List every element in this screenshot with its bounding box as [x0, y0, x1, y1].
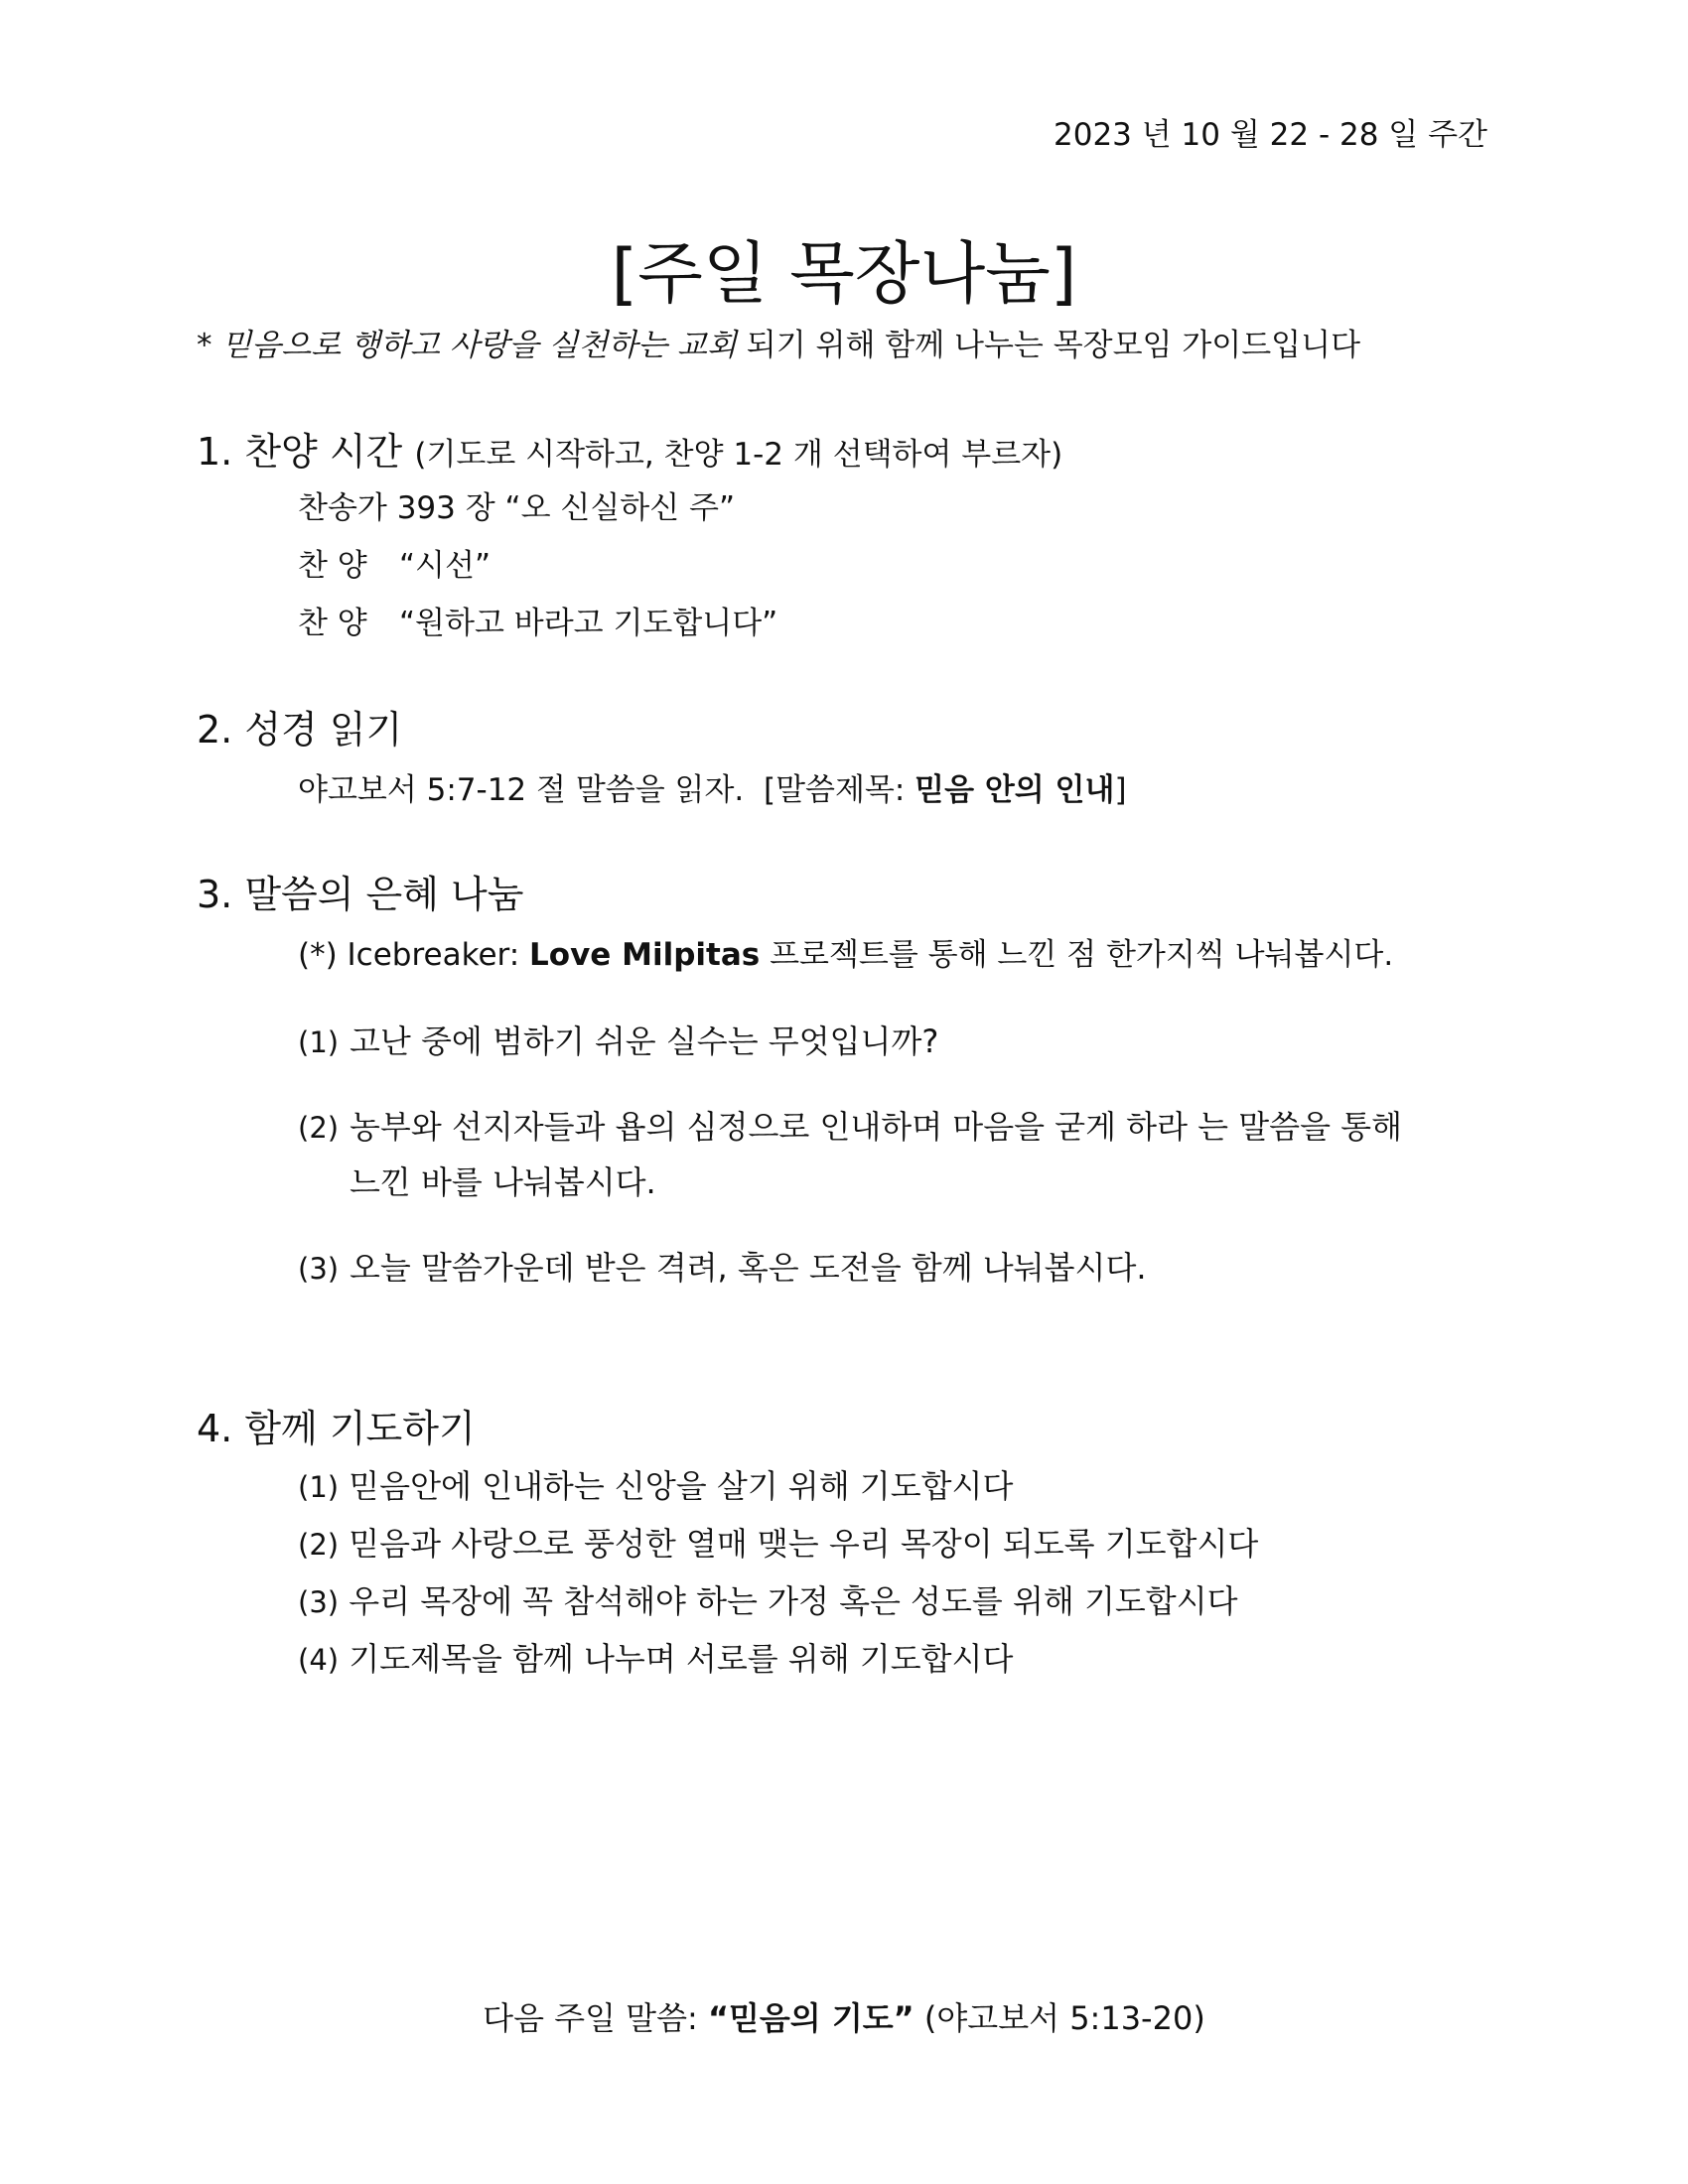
page-title: [주일 목장나눔] — [611, 235, 1077, 314]
section3-heading: 3. 말씀의 은혜 나눔 — [197, 873, 524, 916]
song-tag: 찬 양 — [298, 606, 367, 641]
section1-title: 1. 찬양 시간 — [197, 430, 403, 474]
sermon-title-suffix: ] — [1114, 772, 1127, 808]
question-item — [298, 1243, 1147, 1289]
question-text: 고난 중에 범하기 쉬운 실수는 무엇입니까? — [350, 1023, 939, 1060]
bible-reading — [298, 764, 1127, 809]
song-tag: 찬송가 393 장 — [298, 490, 495, 526]
prayer-item — [298, 1576, 1238, 1622]
icebreaker-bold: Love Milpitas — [529, 937, 761, 973]
week-label: 2023 년 10 월 22 - 28 일 주간 — [1054, 117, 1487, 153]
song-title: “시선” — [399, 548, 492, 584]
next-sermon-label: 다음 주일 말씀: — [483, 1999, 698, 2037]
question-item-continued — [298, 1158, 656, 1203]
question-text: 농부와 선지자들과 욥의 심정으로 인내하며 마음을 굳게 하라 는 말씀을 통해 — [350, 1108, 1402, 1146]
prayer-number: (4) — [298, 1643, 340, 1677]
sermon-title: 믿음 안의 인내 — [914, 772, 1115, 808]
song-item — [298, 598, 777, 642]
next-sermon-title: “믿음의 기도” — [707, 1999, 914, 2037]
prayer-item — [298, 1519, 1258, 1565]
prayer-number: (2) — [298, 1528, 340, 1562]
prayer-item — [298, 1461, 1013, 1507]
question-number: (1) — [298, 1025, 340, 1059]
subtitle-star: * — [197, 328, 212, 363]
question-text: 오늘 말씀가운데 받은 격려, 혹은 도전을 함께 나눠봅시다. — [350, 1249, 1147, 1287]
prayer-text: 믿음안에 인내하는 신앙을 살기 위해 기도합시다 — [349, 1467, 1014, 1505]
sermon-title-prefix: [말씀제목: — [763, 772, 906, 808]
next-sermon — [0, 1993, 1688, 2039]
prayer-item — [298, 1634, 1013, 1680]
question-number: (2) — [298, 1111, 340, 1145]
section2-heading: 2. 성경 읽기 — [197, 708, 403, 751]
icebreaker-text: 프로젝트를 통해 느낀 점 한가지씩 나눠봅시다. — [770, 937, 1394, 973]
question-number: (3) — [298, 1252, 340, 1286]
song-tag: 찬 양 — [298, 548, 367, 584]
prayer-text: 믿음과 사랑으로 풍성한 열매 맺는 우리 목장이 되도록 기도합시다 — [349, 1525, 1259, 1563]
song-title: “오 신실하신 주” — [504, 490, 736, 526]
subtitle-rest: 되기 위해 함께 나누는 목장모임 가이드입니다 — [746, 328, 1361, 363]
question-item — [298, 1017, 938, 1062]
prayer-text: 기도제목을 함께 나누며 서로를 위해 기도합시다 — [349, 1640, 1014, 1678]
question-item — [298, 1102, 1402, 1148]
next-sermon-passage: (야고보서 5:13-20) — [923, 1999, 1205, 2037]
song-title: “원하고 바라고 기도합니다” — [399, 606, 778, 641]
section1-note: (기도로 시작하고, 찬양 1-2 개 선택하여 부르자) — [414, 437, 1063, 473]
reading-text: 야고보서 5:7-12 절 말씀을 읽자. — [298, 772, 745, 808]
question-text-continued: 느낀 바를 나눠봅시다. — [350, 1163, 656, 1201]
prayer-number: (3) — [298, 1585, 340, 1619]
section4-heading: 4. 함께 기도하기 — [197, 1407, 476, 1450]
subtitle — [197, 320, 1360, 364]
prayer-text: 우리 목장에 꼭 참석해야 하는 가정 혹은 성도를 위해 기도합시다 — [349, 1582, 1238, 1620]
prayer-number: (1) — [298, 1470, 340, 1504]
song-item — [298, 482, 735, 527]
icebreaker — [298, 929, 1393, 974]
subtitle-italic: 믿음으로 행하고 사랑을 실천하는 교회 — [221, 328, 737, 363]
song-item — [298, 540, 491, 585]
icebreaker-label: (*) Icebreaker: — [298, 937, 520, 973]
section1-heading — [197, 421, 1062, 476]
